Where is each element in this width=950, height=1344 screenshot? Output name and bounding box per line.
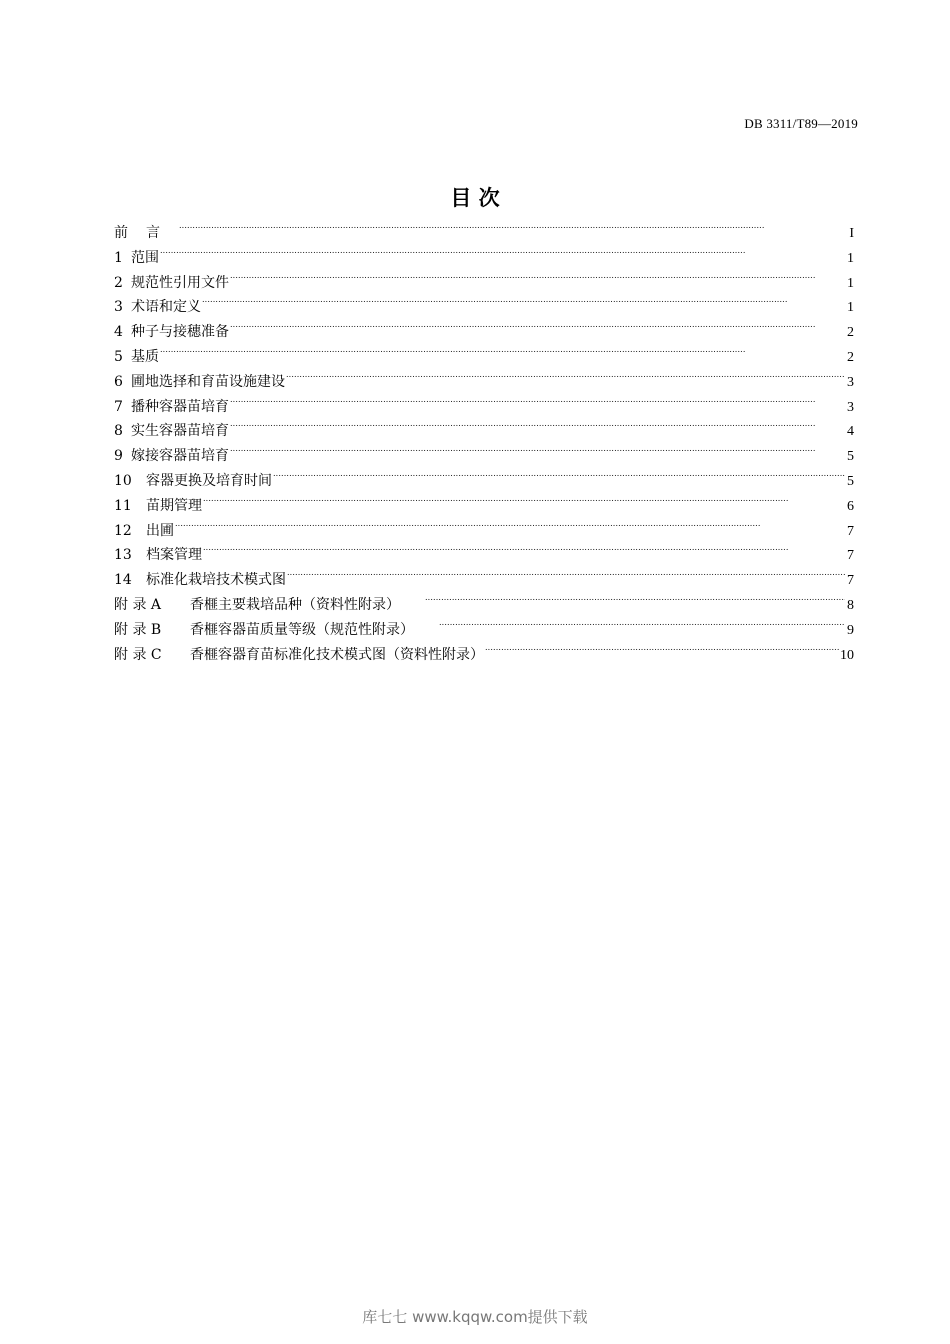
- toc-entry-page: 5: [847, 473, 854, 489]
- toc-dot-leader: [273, 471, 845, 485]
- toc-entry-12[interactable]: [114, 520, 854, 545]
- toc-entry-number: 12: [114, 522, 132, 539]
- toc-entry-foreword[interactable]: [114, 222, 854, 247]
- toc-dot-leader: [230, 322, 845, 336]
- toc-entry-page: 7: [847, 573, 854, 589]
- toc-entry-page: 7: [847, 548, 854, 564]
- toc-entry-number: 9: [114, 448, 123, 465]
- toc-entry-page: 10: [840, 647, 854, 663]
- toc-entry-page: 3: [847, 399, 854, 415]
- toc-entry-appendix-a[interactable]: [114, 594, 854, 619]
- toc-entry-label: 香榧主要栽培品种（资料性附录）: [190, 596, 400, 613]
- toc-entry-7[interactable]: [114, 396, 854, 421]
- toc-entry-8[interactable]: [114, 420, 854, 445]
- toc-entry-page: 1: [847, 275, 854, 291]
- toc-dot-leader: [179, 223, 845, 237]
- toc-dot-leader: [439, 620, 845, 634]
- toc-dot-leader: [203, 496, 845, 510]
- toc-dot-leader: [203, 545, 845, 559]
- toc-entry-number: 附 录 C: [114, 646, 162, 663]
- document-code: DB 3311/T89—2019: [744, 116, 858, 131]
- toc-entry-number: 14: [114, 572, 132, 589]
- toc-dot-leader: [286, 372, 845, 386]
- toc-entry-page: 1: [847, 250, 854, 266]
- toc-entry-page: I: [849, 226, 854, 241]
- toc-entry-number: 5: [114, 348, 123, 365]
- toc-entry-14[interactable]: [114, 569, 854, 594]
- toc-entry-4[interactable]: [114, 321, 854, 346]
- toc-dot-leader: [230, 397, 845, 411]
- toc-entry-label: 种子与接穗准备: [131, 324, 229, 341]
- toc-entry-label: 香榧容器苗质量等级（规范性附录）: [190, 621, 414, 638]
- toc-dot-leader: [485, 645, 839, 659]
- toc-entry-number: 3: [114, 299, 123, 316]
- toc-entry-2[interactable]: [114, 272, 854, 297]
- toc-dot-leader: [230, 421, 845, 435]
- toc-entry-label: 圃地选择和育苗设施建设: [131, 373, 285, 390]
- toc-entry-13[interactable]: [114, 544, 854, 569]
- toc-dot-leader: [425, 595, 845, 609]
- toc-entry-page: 4: [847, 424, 854, 440]
- toc-entry-number: 4: [114, 324, 123, 341]
- toc-entry-label: 容器更换及培育时间: [146, 472, 272, 489]
- toc-entry-5[interactable]: [114, 346, 854, 371]
- toc-entry-10[interactable]: [114, 470, 854, 495]
- toc-dot-leader: [160, 347, 845, 361]
- toc-entry-label: 范围: [131, 249, 159, 266]
- toc-entry-page: 5: [847, 449, 854, 465]
- toc-entry-page: 8: [847, 597, 854, 613]
- toc-title: 目 次: [450, 186, 500, 210]
- toc-dot-leader: [160, 248, 845, 262]
- toc-entry-number: 7: [114, 398, 123, 415]
- toc-dot-leader: [230, 273, 845, 287]
- toc-entry-label: 术语和定义: [131, 299, 201, 316]
- toc-entry-9[interactable]: [114, 445, 854, 470]
- download-source-footer: 库七七 www.kqqw.com提供下载: [362, 1308, 588, 1326]
- toc-entry-1[interactable]: [114, 247, 854, 272]
- toc-entry-6[interactable]: [114, 371, 854, 396]
- toc-entry-label: 苗期管理: [146, 497, 202, 514]
- toc-entry-page: 7: [847, 523, 854, 539]
- toc-dot-leader: [175, 521, 845, 535]
- toc-entry-number: 1: [114, 249, 123, 266]
- toc-entry-page: 2: [847, 325, 854, 341]
- toc-entry-appendix-c[interactable]: [114, 644, 854, 669]
- toc-entry-page: 1: [847, 300, 854, 316]
- toc-entry-3[interactable]: [114, 296, 854, 321]
- toc-entry-number: 2: [114, 274, 123, 291]
- toc-entry-label: 档案管理: [146, 547, 202, 564]
- toc-entry-label: 播种容器苗培育: [131, 398, 229, 415]
- toc-entry-label: 前言: [114, 225, 178, 241]
- toc-entry-label: 香榧容器育苗标准化技术模式图（资料性附录）: [190, 646, 484, 663]
- toc-entry-number: 13: [114, 547, 132, 564]
- toc-entry-11[interactable]: [114, 495, 854, 520]
- toc-entry-label: 基质: [131, 348, 159, 365]
- toc-entry-page: 6: [847, 498, 854, 514]
- toc-entry-label: 出圃: [146, 522, 174, 539]
- toc-entry-number: 8: [114, 423, 123, 440]
- toc-entry-label: 规范性引用文件: [131, 274, 229, 291]
- toc-entry-label: 嫁接容器苗培育: [131, 448, 229, 465]
- toc-entry-label: 实生容器苗培育: [131, 423, 229, 440]
- table-of-contents: [114, 222, 854, 668]
- toc-dot-leader: [202, 297, 845, 311]
- toc-entry-number: 6: [114, 373, 123, 390]
- toc-entry-page: 9: [847, 622, 854, 638]
- toc-entry-number: 附 录 A: [114, 596, 162, 613]
- toc-entry-number: 附 录 B: [114, 621, 162, 638]
- toc-dot-leader: [287, 570, 845, 584]
- toc-entry-number: 11: [114, 497, 132, 514]
- toc-entry-page: 2: [847, 349, 854, 365]
- toc-entry-page: 3: [847, 374, 854, 390]
- toc-dot-leader: [230, 446, 845, 460]
- toc-entry-label: 标准化栽培技术模式图: [146, 572, 286, 589]
- toc-entry-appendix-b[interactable]: [114, 619, 854, 644]
- toc-entry-number: 10: [114, 472, 132, 489]
